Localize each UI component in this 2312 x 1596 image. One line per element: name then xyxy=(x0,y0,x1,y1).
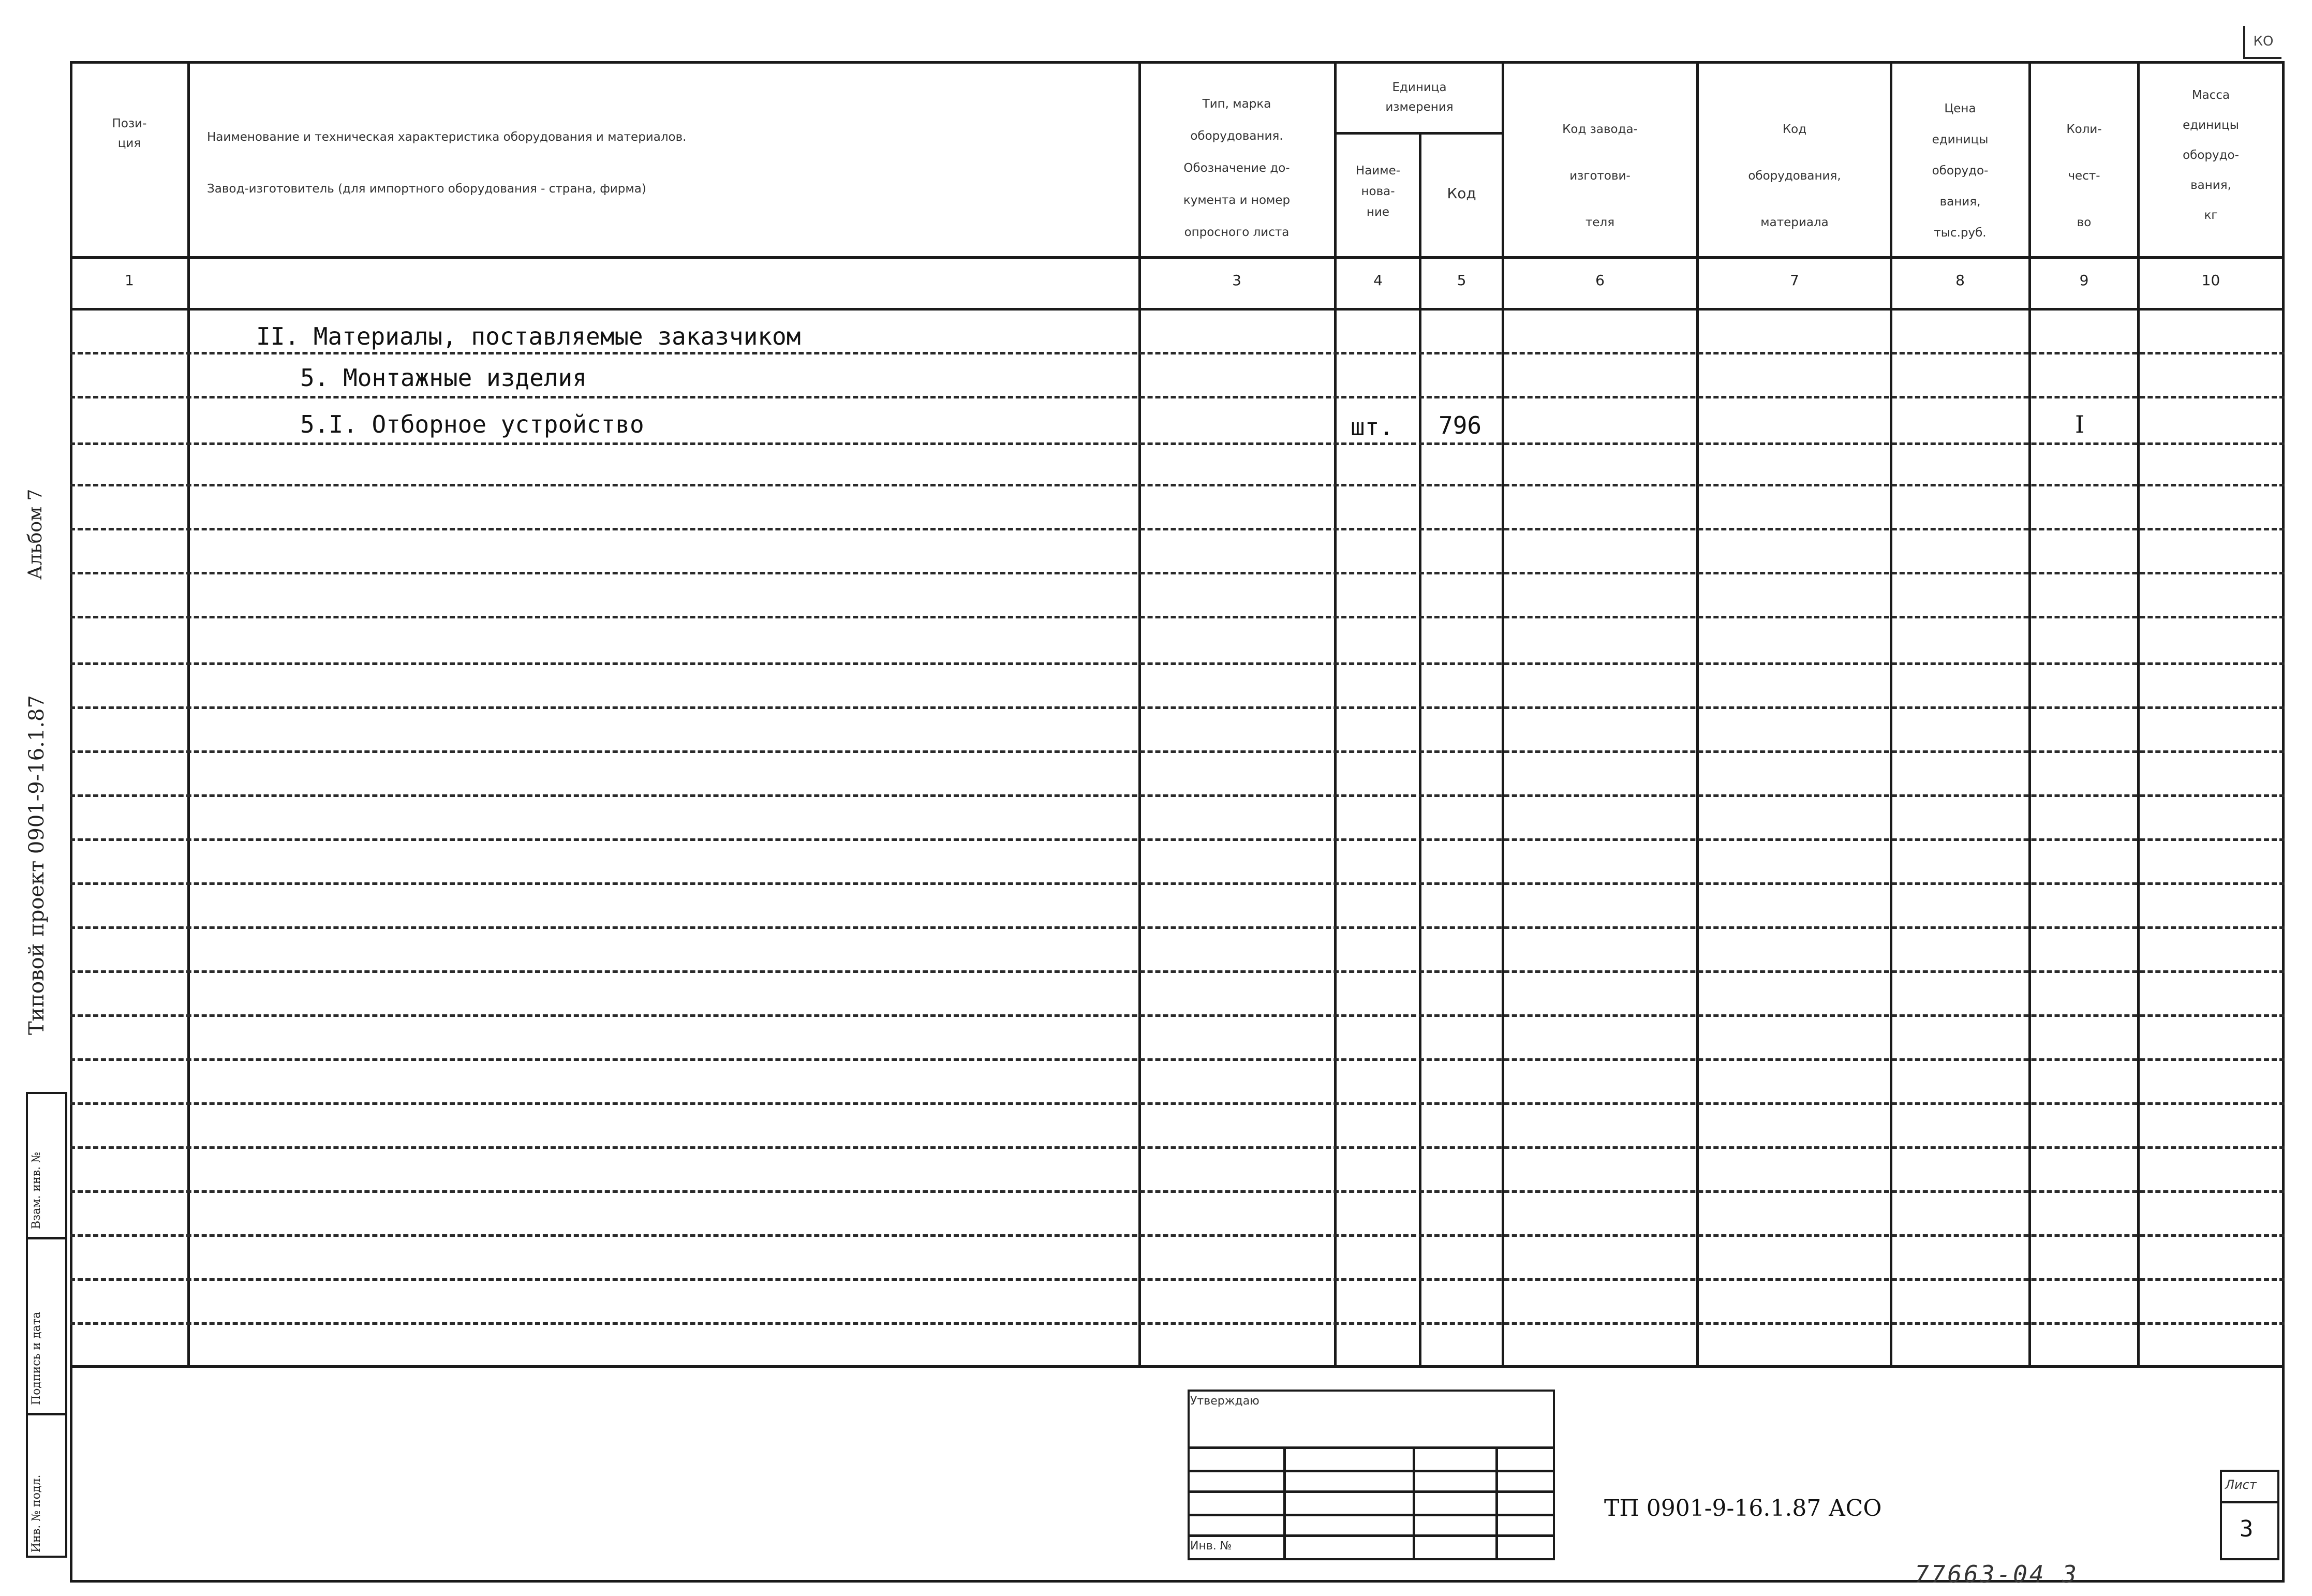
row-item-code: 796 xyxy=(1439,411,1482,439)
unit-group-divider xyxy=(1334,132,1502,135)
corner-mark: КО xyxy=(2243,26,2281,59)
title-block-line xyxy=(1188,1490,1555,1493)
col-header-price: Цена единицы оборудо- вания, тыс.руб. xyxy=(1932,102,1989,240)
title-block-divider xyxy=(1495,1446,1498,1560)
title-block-label-bottom: Инв. № xyxy=(1190,1540,1232,1553)
side-stamp-cell: Инв. № подл. xyxy=(30,1474,43,1553)
sheet-number-divider xyxy=(2220,1501,2279,1503)
title-block-divider xyxy=(1413,1446,1415,1560)
row-line xyxy=(70,528,2285,530)
header-bottom-line xyxy=(70,256,2285,259)
col-header-maker-code: Код завода- изготови- теля xyxy=(1562,123,1638,229)
row-line xyxy=(70,442,2285,445)
col-number: 1 xyxy=(125,272,134,289)
row-line xyxy=(70,1322,2285,1325)
col-number: 6 xyxy=(1595,272,1605,289)
number-row-line xyxy=(70,308,2285,311)
col-header-unit-name: Наиме- нова- ние xyxy=(1355,164,1401,219)
col-header-unit-group: Единица измерения xyxy=(1385,81,1454,114)
col-header-position: Пози- ция xyxy=(112,117,147,150)
row-line xyxy=(70,1278,2285,1281)
row-line xyxy=(70,1058,2285,1061)
col-header-qty: Коли- чест- во xyxy=(2066,123,2102,229)
side-stamp-cell: Подпись и дата xyxy=(30,1311,43,1405)
row-line xyxy=(70,794,2285,797)
row-line xyxy=(70,750,2285,753)
row-line xyxy=(70,1146,2285,1149)
row-line xyxy=(70,970,2285,973)
row-line xyxy=(70,926,2285,929)
table-bottom-line xyxy=(70,1365,2285,1368)
row-line xyxy=(70,572,2285,574)
title-block-divider xyxy=(1283,1446,1286,1560)
title-block-line xyxy=(1188,1514,1555,1516)
row-line xyxy=(70,1102,2285,1105)
row-line xyxy=(70,1234,2285,1237)
row-line xyxy=(70,706,2285,709)
column-divider xyxy=(1419,132,1421,1365)
row-line xyxy=(70,662,2285,665)
side-project-title: Типовой проект 0901-9-16.1.87 xyxy=(25,695,49,1035)
col-number: 4 xyxy=(1373,272,1383,289)
row-line xyxy=(70,882,2285,885)
col-header-name: Наименование и техническая характеристика оборудования и материалов. Завод-изготовитель (для импортного оборудования - страна, фирма) xyxy=(207,130,687,196)
side-stamp-cell: Взам. инв. № xyxy=(30,1152,43,1229)
row-line xyxy=(70,1014,2285,1017)
row-line xyxy=(70,352,2285,354)
row-item-unit: шт. xyxy=(1351,413,1394,441)
spec-sheet-frame xyxy=(70,61,2285,1583)
col-number: 3 xyxy=(1232,272,1241,289)
row-line xyxy=(70,484,2285,486)
sheet-number: 3 xyxy=(2240,1516,2254,1542)
side-album-label: Альбом 7 xyxy=(25,489,46,580)
col-header-equip-code: Код оборудования, материала xyxy=(1748,123,1841,229)
row-group-title: 5. Монтажные изделия xyxy=(300,364,587,392)
row-line xyxy=(70,838,2285,841)
col-header-mass: Масса единицы оборудо- вания, кг xyxy=(2183,88,2239,222)
document-code: ТП 0901-9-16.1.87 АСО xyxy=(1604,1495,1882,1521)
sheet-label: Лист xyxy=(2225,1477,2257,1492)
side-stamp-divider xyxy=(26,1413,67,1415)
title-block-line xyxy=(1188,1470,1555,1472)
row-section-title: II. Материалы, поставляемые заказчиком xyxy=(256,322,801,350)
row-line xyxy=(70,1190,2285,1193)
col-number: 9 xyxy=(2079,272,2089,289)
col-header-unit-code: Код xyxy=(1447,185,1476,202)
row-line xyxy=(70,616,2285,618)
row-line xyxy=(70,396,2285,398)
row-item-qty: I xyxy=(2075,410,2085,438)
title-block-line xyxy=(1188,1446,1555,1449)
title-block-line xyxy=(1188,1534,1555,1537)
row-item-name: 5.I. Отборное устройство xyxy=(300,410,644,438)
col-number: 10 xyxy=(2201,272,2220,289)
col-header-type: Тип, марка оборудования. Обозначение до- кумента и номер опросного листа xyxy=(1183,97,1291,239)
title-block-label-top: Утверждаю xyxy=(1190,1395,1259,1408)
col-number: 8 xyxy=(1955,272,1965,289)
col-number: 7 xyxy=(1790,272,1799,289)
side-stamp-divider xyxy=(26,1237,67,1239)
col-number: 5 xyxy=(1457,272,1466,289)
archive-number: 77663-04 3 xyxy=(1915,1560,2079,1588)
